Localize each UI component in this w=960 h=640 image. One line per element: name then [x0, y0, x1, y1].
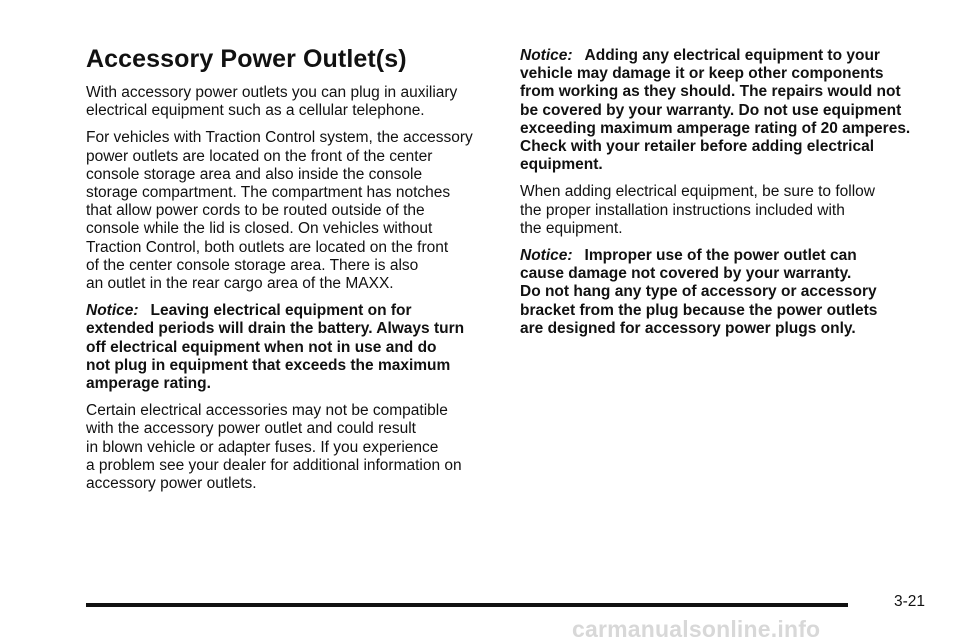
text-line: an outlet in the rear cargo area of the MAXX.: [86, 275, 394, 293]
text-line: bracket from the plug because the power outlets: [520, 301, 878, 319]
location-paragraph: [86, 129, 496, 293]
text-line: [86, 302, 496, 320]
page-number: 3-21: [894, 593, 926, 610]
text-line: extended periods will drain the battery. Always turn: [86, 320, 465, 338]
text-line: exceeding maximum amperage rating of 20 amperes.: [520, 119, 911, 137]
text-line: Check with your retailer before adding electrical: [520, 138, 875, 156]
text-line: the equipment.: [520, 219, 623, 237]
notice-label: Notice:: [520, 47, 573, 64]
notice-warranty: [520, 47, 930, 174]
text-line: amperage rating.: [86, 375, 211, 393]
notice-label: Notice:: [86, 302, 139, 320]
notice-improper-use: [520, 247, 930, 338]
text-line: Certain electrical accessories may not be compatible: [86, 402, 448, 420]
text-line: equipment.: [520, 156, 603, 174]
notice-text: Leaving electrical equipment on for: [150, 302, 412, 320]
text-line: the proper installation instructions included with: [520, 201, 845, 219]
text-line: vehicle may damage it or keep other components: [520, 65, 884, 83]
right-column: [520, 47, 930, 347]
text-line: off electrical equipment when not in use and do: [86, 338, 437, 356]
page-title: Accessory Power Outlet(s): [86, 45, 407, 73]
text-line: [520, 47, 930, 65]
text-line: not plug in equipment that exceeds the maximum: [86, 356, 451, 374]
text-line: are designed for accessory power plugs only.: [520, 319, 856, 337]
footer-rule: [86, 603, 848, 607]
text-line: be covered by your warranty. Do not use equipment: [520, 101, 902, 119]
text-line: Do not hang any type of accessory or accessory: [520, 283, 877, 301]
text-line: For vehicles with Traction Control system, the accessory: [86, 129, 473, 147]
text-line: accessory power outlets.: [86, 475, 257, 493]
text-line: With accessory power outlets you can plug in auxiliary: [86, 84, 458, 101]
watermark-text: carmanualsonline.info: [572, 618, 821, 640]
text-line: electrical equipment such as a cellular telephone.: [86, 102, 425, 120]
notice-text: Improper use of the power outlet can: [584, 247, 857, 265]
notice-label: Notice:: [520, 247, 573, 265]
text-line: [520, 247, 930, 265]
intro-paragraph: [86, 84, 496, 120]
notice-battery: [86, 302, 496, 393]
text-line: with the accessory power outlet and could result: [86, 420, 416, 438]
text-line: of the center console storage area. There is also: [86, 256, 419, 274]
text-line: a problem see your dealer for additional information on: [86, 456, 462, 474]
text-line: console storage area and also inside the console: [86, 165, 423, 183]
notice-text: Adding any electrical equipment to your: [584, 47, 880, 64]
text-line: that allow power cords to be routed outside of the: [86, 202, 425, 220]
left-column: [86, 44, 496, 502]
text-line: in blown vehicle or adapter fuses. If you experience: [86, 438, 439, 456]
text-line: Traction Control, both outlets are located on the front: [86, 238, 449, 256]
installation-paragraph: [520, 183, 930, 238]
compatibility-paragraph: [86, 402, 496, 493]
text-line: cause damage not covered by your warranty.: [520, 265, 852, 283]
text-line: power outlets are located on the front of the center: [86, 147, 433, 165]
text-line: When adding electrical equipment, be sure to follow: [520, 183, 875, 201]
text-line: storage compartment. The compartment has notches: [86, 184, 451, 202]
text-line: console while the lid is closed. On vehicles without: [86, 220, 433, 238]
text-line: from working as they should. The repairs would not: [520, 83, 901, 101]
